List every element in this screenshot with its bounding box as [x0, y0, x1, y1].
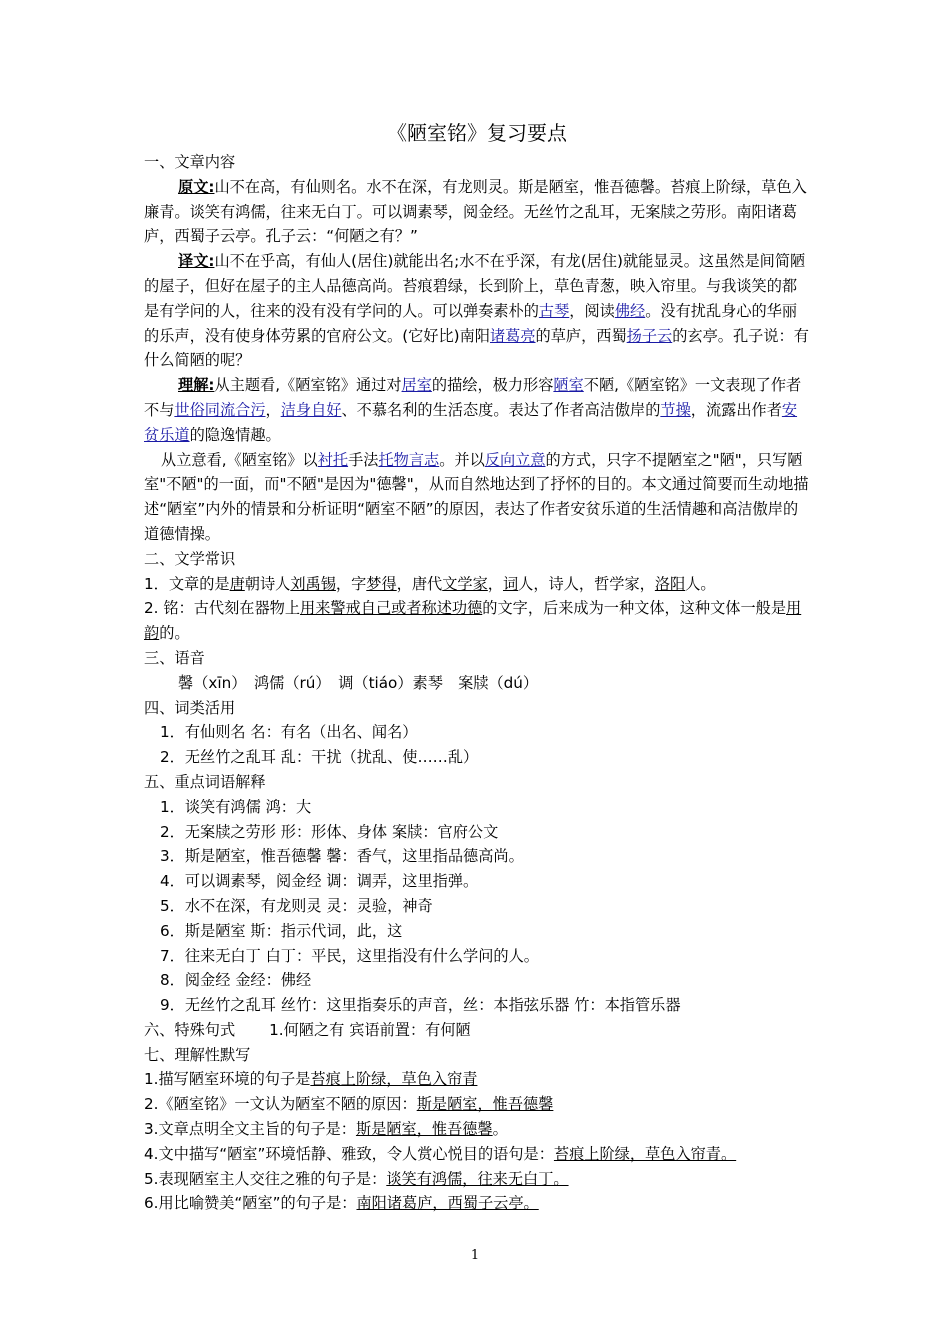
list-item: 4．可以调素琴，阅金经 调：调弄，这里指弹。	[160, 872, 479, 891]
item-text: 的。	[159, 624, 190, 643]
dictation-item	[144, 1167, 810, 1192]
dictation-answer: 斯是陋室，惟吾德馨	[416, 1095, 554, 1114]
translation-text: 的草庐，西蜀	[535, 326, 627, 345]
section-heading-word-class: 四、词类活用	[144, 698, 236, 717]
understanding-text: ，	[265, 400, 281, 419]
understanding-text: 不陋,《陋室铭》一文表现了作者不与	[144, 376, 802, 419]
translation-text: ，阅读	[569, 301, 615, 320]
underlined-text: 用韵	[144, 599, 802, 643]
link-shisu[interactable]: 世俗同流合污	[174, 400, 266, 419]
intent-text: 的方式，只字不提陋室之"陋"，只写陋室"不陋"的一面，而"不陋"是因为"德馨"，从而自然地达到了抒怀的目的。本文通过简要而生动地描述“陋室”内外的情景和分析证明“陋室不陋”的原因，表达了作者安贫乐道的生活情趣和高洁傲岸的道德情操。	[144, 450, 809, 543]
link-loushi[interactable]: 陋室	[553, 376, 584, 395]
translation-text: 的玄亭。孔子说：有什么简陋的呢？	[144, 326, 809, 370]
section-heading-syntax: 六、特殊句式	[144, 1020, 236, 1039]
section-heading-pronunciation: 三、语音	[144, 648, 205, 667]
item-text: 朝诗人	[244, 574, 291, 593]
dictation-question: 4.文中描写“陋室”环境恬静、雅致，令人赏心悦目的语句是：	[144, 1144, 554, 1163]
underlined-text: 梦得	[366, 574, 397, 593]
item-text: 的文字，后来成为一种文体，这种文体一般是	[482, 599, 787, 618]
link-guqin[interactable]: 古琴	[538, 301, 570, 320]
translation-text: 山不在乎高，有仙人(居住)就能出名;水不在乎深，有龙(居住)就能显灵。这虽然是间简陋的屋子，但好在屋子的主人品德高尚。苔痕碧绿，长到阶上，草色青葱，映入帘里。与我谈笑的都是有学问的人，往来的没有没有学问的人。可以弹奏素朴的	[144, 252, 806, 320]
list-item: 1．有仙则名 名：有名（出名、闻名）	[160, 723, 418, 742]
underlined-text: 用来警戒自己或者称述功德	[300, 599, 483, 618]
link-tuowu[interactable]: 托物言志	[378, 450, 440, 469]
item-text: 2. 铭：古代刻在器物上	[144, 599, 301, 618]
original-text-paragraph	[144, 175, 810, 249]
understanding-text: 、不慕名利的生活态度。表达了作者高洁傲岸的	[341, 400, 661, 419]
dictation-item	[144, 1092, 810, 1117]
dictation-question: 6.用比喻赞美“陋室”的句子是：	[144, 1194, 357, 1213]
intent-text: 从立意看,《陋室铭》以	[161, 450, 318, 469]
item-text: 1．文章的是	[144, 574, 230, 593]
special-syntax-line	[144, 1018, 810, 1043]
page-title: 《陋室铭》复习要点	[387, 121, 567, 145]
dictation-item	[144, 1117, 810, 1142]
list-item: 6．斯是陋室 斯：指示代词，此，这	[160, 921, 403, 940]
list-item: 1．谈笑有鸿儒 鸿：大	[160, 797, 312, 816]
list-item: 8．阅金经 金经：佛经	[160, 971, 312, 990]
underlined-text: 唐	[229, 574, 245, 593]
pronunciation-line: 馨（xīn） 鸿儒（rú） 调（tiáo）素琴 案牍（dú）	[178, 673, 539, 692]
link-fojing[interactable]: 佛经	[614, 301, 646, 320]
dictation-question: 5.表现陋室主人交往之雅的句子是：	[144, 1169, 387, 1188]
link-jieshen[interactable]: 洁身自好	[280, 400, 342, 419]
list-item: 3．斯是陋室，惟吾德馨 馨：香气，这里指品德高尚。	[160, 847, 524, 866]
link-chentuo[interactable]: 衬托	[317, 450, 349, 469]
dictation-item	[144, 1067, 810, 1092]
underlined-text: 词	[502, 574, 519, 593]
dictation-answer: 斯是陋室，惟吾德馨	[355, 1120, 493, 1139]
dictation-answer: 苔痕上阶绿，草色入帘青。	[553, 1144, 737, 1163]
original-text: 山不在高，有仙则名。水不在深，有龙则灵。斯是陋室，惟吾德馨。苔痕上阶绿，草色入廉青。谈笑有鸿儒，往来无白丁。可以调素琴，阅金经。无丝竹之乱耳，无案牍之劳形。南阳诸葛庐，西蜀子云亭。孔子云：“何陋之有？”	[144, 177, 807, 246]
list-item: 5．水不在深，有龙则灵 灵：灵验，神奇	[160, 896, 433, 915]
item-text: 人。	[685, 574, 716, 593]
syntax-content: 1.何陋之有 宾语前置：有何陋	[269, 1020, 471, 1039]
link-zhugeliang[interactable]: 诸葛亮	[489, 326, 536, 345]
link-jushi[interactable]: 居室	[401, 376, 432, 395]
dictation-question: 3.文章点明全文主旨的句子是：	[144, 1120, 356, 1139]
link-fanxiang[interactable]: 反向立意	[484, 450, 546, 469]
link-anpin[interactable]: 安贫乐道	[144, 400, 798, 444]
item-text: ，	[487, 574, 503, 593]
intent-text: 手法	[348, 450, 379, 469]
page-number: 1	[470, 1248, 480, 1263]
link-jiecao[interactable]: 节操	[660, 400, 691, 419]
dictation-item	[144, 1191, 810, 1216]
understanding-text: 的隐逸情趣。	[189, 425, 281, 444]
translation-text: 。没有扰乱身心的华丽的乐声，没有使身体劳累的官府公文。(它好比)南阳	[144, 301, 798, 345]
understanding-paragraph	[144, 373, 810, 447]
original-text-label: 原文:	[178, 177, 215, 196]
underlined-text: 刘禹锡	[290, 574, 336, 593]
item-text: ，唐代	[396, 574, 443, 593]
dictation-answer: 谈笑有鸿儒，往来无白丁。	[386, 1169, 569, 1188]
understanding-text: 的描绘，极力形容	[431, 376, 554, 395]
item-text: ，字	[335, 574, 367, 593]
literature-item-2	[144, 596, 810, 646]
list-item: 7．往来无白丁 白丁：平民，这里指没有什么学问的人。	[160, 946, 539, 965]
translation-paragraph	[144, 249, 810, 373]
intent-paragraph	[144, 448, 810, 547]
literature-item-1	[144, 572, 810, 597]
dictation-question: 2.《陋室铭》一文认为陋室不陋的原因：	[144, 1095, 417, 1114]
link-yangziyun[interactable]: 扬子云	[626, 326, 673, 345]
section-heading-literature: 二、文学常识	[144, 549, 236, 568]
underlined-text: 洛阳	[654, 574, 686, 593]
section-heading-dictation: 七、理解性默写	[144, 1045, 251, 1064]
list-item: 2．无丝竹之乱耳 乱：干扰（扰乱、使……乱）	[160, 748, 479, 767]
understanding-text: ，流露出作者	[690, 400, 782, 419]
understanding-text: 从主题看,《陋室铭》通过对	[214, 376, 402, 395]
dictation-item	[144, 1142, 810, 1167]
dictation-tail: 。	[492, 1120, 508, 1139]
section-heading-vocabulary: 五、重点词语解释	[144, 772, 266, 791]
dictation-answer: 苔痕上阶绿，草色入帘青	[310, 1070, 478, 1089]
underlined-text: 文学家	[442, 574, 488, 593]
intent-text: 。并以	[439, 450, 485, 469]
list-item: 2．无案牍之劳形 形：形体、身体 案牍：官府公文	[160, 822, 499, 841]
translation-label: 译文:	[178, 252, 215, 271]
dictation-question: 1.描写陋室环境的句子是	[144, 1070, 311, 1089]
understanding-label: 理解:	[178, 376, 215, 395]
document-page	[144, 118, 810, 1216]
item-text: 人，诗人，哲学家，	[518, 574, 655, 593]
section-heading-content: 一、文章内容	[144, 153, 236, 171]
list-item: 9．无丝竹之乱耳 丝竹：这里指奏乐的声音，丝：本指弦乐器 竹：本指管乐器	[160, 996, 681, 1015]
dictation-answer: 南阳诸葛庐，西蜀子云亭。	[356, 1194, 539, 1213]
